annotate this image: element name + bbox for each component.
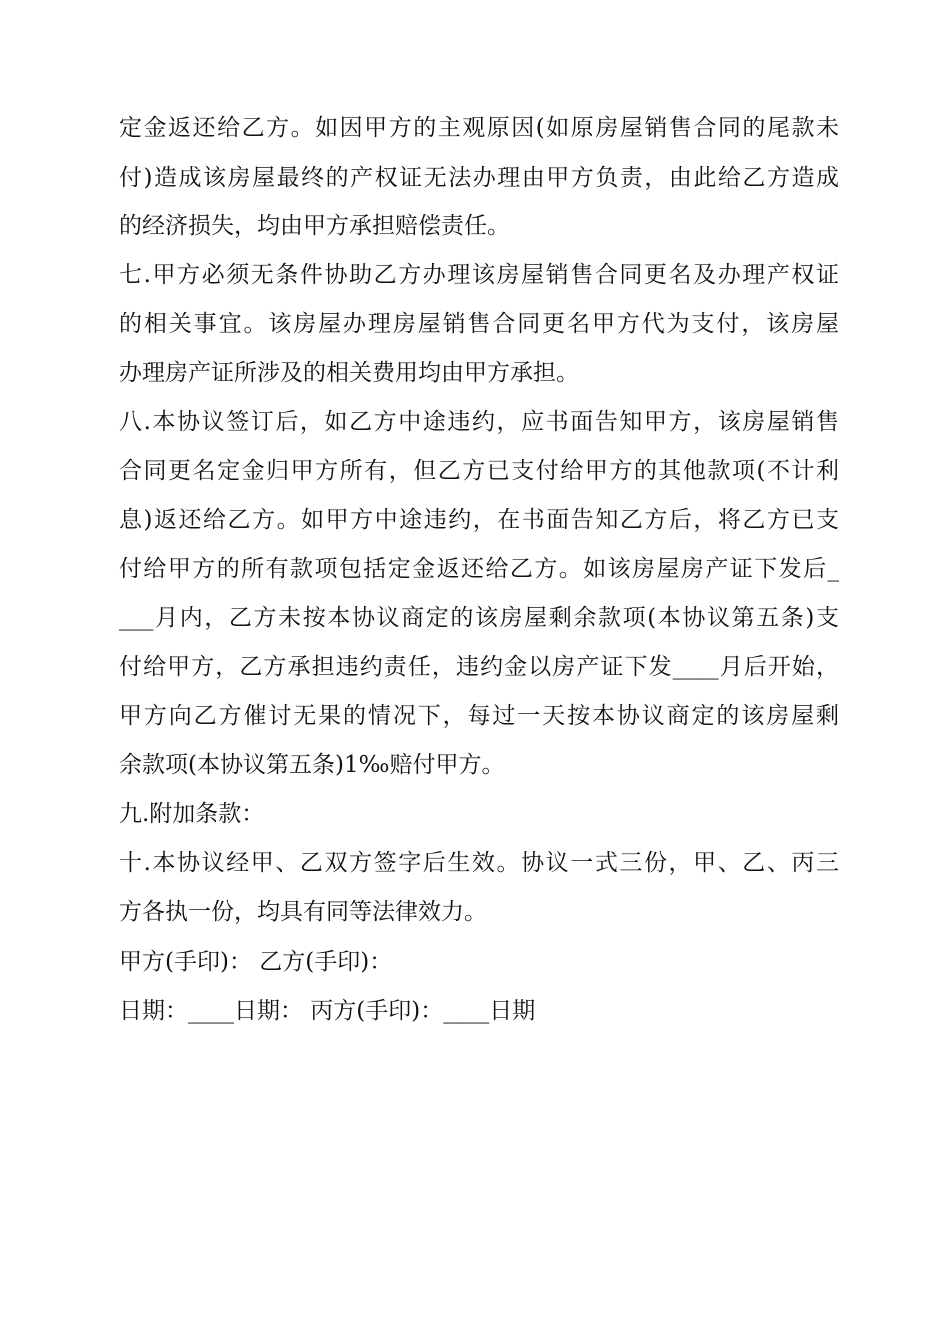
signature-line: 甲方(手印)： 乙方(手印)： — [119, 949, 393, 975]
clause-7-line-1: 七.甲方必须无条件协助乙方办理该房屋销售合同更名及办理产权证 — [119, 262, 839, 288]
clause-7-line-2: 的相关事宜。该房屋办理房屋销售合同更名甲方代为支付，该房屋 — [119, 311, 839, 337]
text-line-3: 的经济损失，均由甲方承担赔偿责任。 — [119, 213, 510, 239]
clause-9-line: 九.附加条款： — [119, 801, 265, 827]
clause-8-line-4: 付给甲方的所有款项包括定金返还给乙方。如该房屋房产证下发后_ — [119, 556, 839, 582]
clause-8-line-7: 甲方向乙方催讨无果的情况下，每过一天按本协议商定的该房屋剩 — [119, 703, 839, 729]
clause-8-line-2: 合同更名定金归甲方所有，但乙方已支付给甲方的其他款项(不计利 — [119, 458, 839, 484]
clause-8-line-3: 息)返还给乙方。如甲方中途违约，在书面告知乙方后，将乙方已支 — [119, 507, 839, 533]
clause-8-line-8: 余款项(本协议第五条)1‰赔付甲方。 — [119, 752, 505, 778]
text-line-2: 付)造成该房屋最终的产权证无法办理由甲方负责，由此给乙方造成 — [119, 165, 839, 191]
clause-8-line-1: 八.本协议签订后，如乙方中途违约，应书面告知甲方，该房屋销售 — [119, 409, 839, 435]
clause-10-line-2: 方各执一份，均具有同等法律效力。 — [119, 899, 487, 925]
date-line: 日期：____日期： 丙方(手印)：____日期 — [119, 998, 536, 1024]
clause-8-line-6: 付给甲方，乙方承担违约责任，违约金以房产证下发____月后开始， — [119, 654, 839, 680]
text-line-1: 定金返还给乙方。如因甲方的主观原因(如原房屋销售合同的尾款未 — [119, 115, 839, 141]
clause-10-line-1: 十.本协议经甲、乙双方签字后生效。协议一式三份，甲、乙、丙三 — [119, 850, 839, 876]
clause-7-line-3: 办理房产证所涉及的相关费用均由甲方承担。 — [119, 360, 579, 386]
clause-8-line-5: ___月内，乙方未按本协议商定的该房屋剩余款项(本协议第五条)支 — [119, 605, 839, 631]
